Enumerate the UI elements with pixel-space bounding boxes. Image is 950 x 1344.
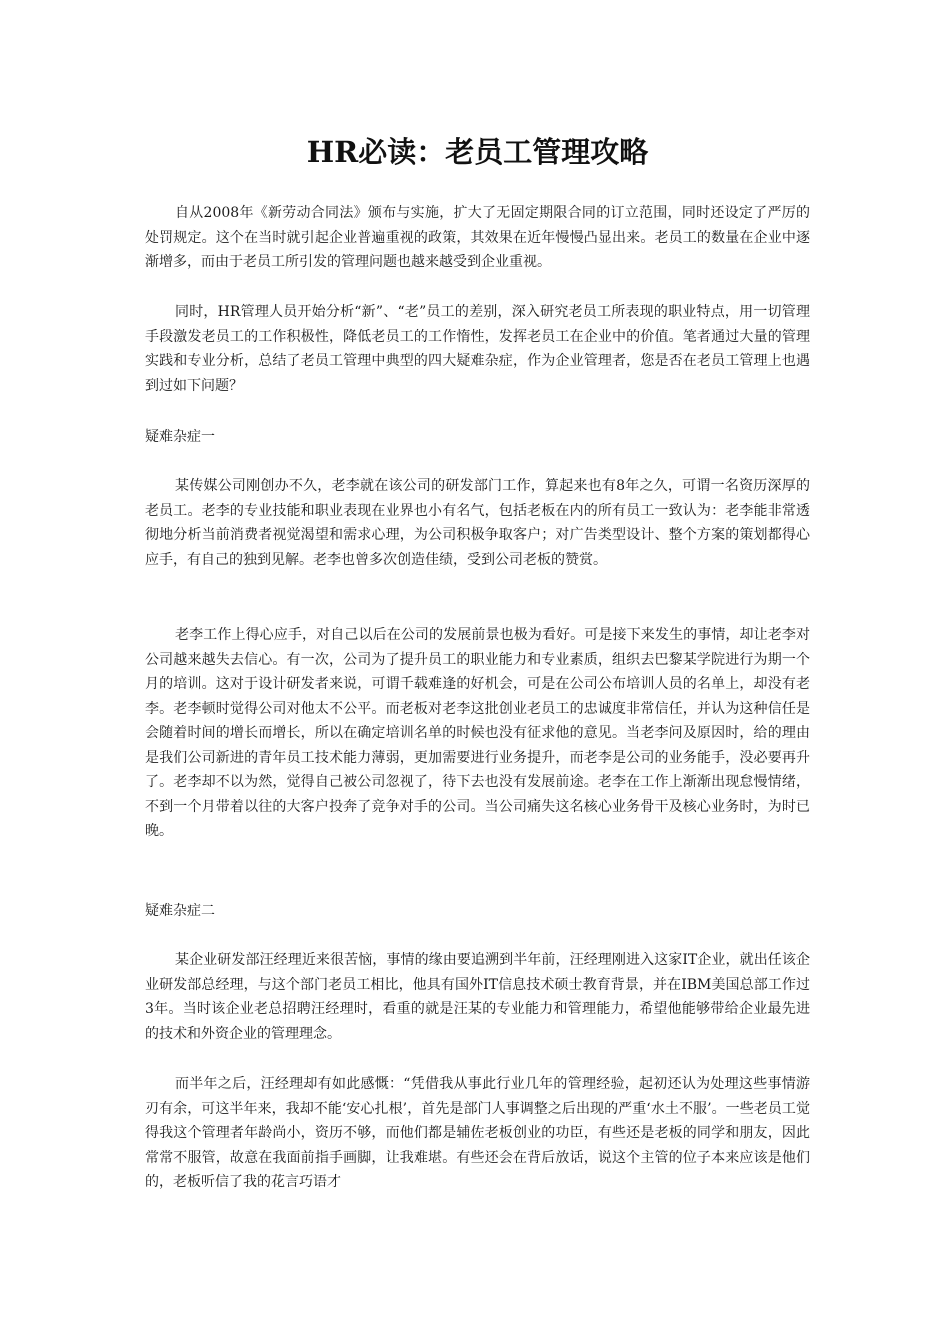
paragraph-case2-story: 而半年之后，汪经理却有如此感慨：“凭借我从事此行业几年的管理经验，起初还认为处理这些事情游刃有余，可这半年来，我却不能‘安心扎根’，首先是部门人事调整之后出现的严重‘水土不服’。一些老员工觉得我这个管理者年龄尚小，资历不够，而他们都是辅佐老板创业的功臣，有些还是老板的同学和朋友，因此常常不服管，故意在我面前指手画脚，让我难堪。有些还会在背后放话，说这个主管的位子本来应该是他们的，老板听信了我的花言巧语才 (145, 1076, 810, 1190)
paragraph-case1-background: 某传媒公司刚创办不久，老李就在该公司的研发部门工作，算起来也有8年之久，可谓一名资历深厚的老员工。老李的专业技能和职业表现在业界也小有名气，包括老板在内的所有员工一致认为：老李能非常透彻地分析当前消费者视觉渴望和需求心理，为公司积极争取客户；对广告类型设计、整个方案的策划都得心应手，有自己的独到见解。老李也曾多次创造佳绩，受到公司老板的赞赏。 (145, 478, 810, 568)
section-heading-2: 疑难杂症二 (145, 903, 215, 919)
paragraph-case2-background: 某企业研发部汪经理近来很苦恼，事情的缘由要追溯到半年前，汪经理刚进入这家IT企业，就出任该企业研发部总经理，与这个部门老员工相比，他具有国外IT信息技术硕士教育背景，并在IBM美国总部工作过3年。当时该企业老总招聘汪经理时，看重的就是汪某的专业能力和管理能力，希望他能够带给企业最先进的技术和外资企业的管理理念。 (145, 952, 810, 1042)
paragraph-case1-story: 老李工作上得心应手，对自己以后在公司的发展前景也极为看好。可是接下来发生的事情，却让老李对公司越来越失去信心。有一次，公司为了提升员工的职业能力和专业素质，组织去巴黎某学院进行为期一个月的培训。这对于设计研发者来说，可谓千载难逢的好机会，可是在公司公布培训人员的名单上，却没有老李。老李顿时觉得公司对他太不公平。而老板对老李这批创业老员工的忠诚度非常信任，并认为这种信任是会随着时间的增长而增长，所以在确定培训名单的时候也没有征求他的意见。当老李问及原因时，给的理由是我们公司新进的青年员工技术能力薄弱，更加需要进行业务提升，而老李是公司的业务能手，没必要再升了。老李却不以为然，觉得自己被公司忽视了，待下去也没有发展前途。老李在工作上渐渐出现怠慢情绪，不到一个月带着以往的大客户投奔了竞争对手的公司。当公司痛失这名核心业务骨干及核心业务时，为时已晚。 (145, 627, 810, 839)
paragraph-intro: 自从2008年《新劳动合同法》颁布与实施，扩大了无固定期限合同的订立范围，同时还设定了严厉的处罚规定。这个在当时就引起企业普遍重视的政策，其效果在近年慢慢凸显出来。老员工的数量在企业中逐渐增多，而由于老员工所引发的管理问题也越来越受到企业重视。 (145, 205, 810, 270)
document-title: HR必读：老员工管理攻略 (306, 135, 649, 169)
paragraph-overview: 同时，HR管理人员开始分析“新”、“老”员工的差别，深入研究老员工所表现的职业特点，用一切管理手段激发老员工的工作积极性，降低老员工的工作惰性，发挥老员工在企业中的价值。笔者通过大量的管理实践和专业分析，总结了老员工管理中典型的四大疑难杂症，作为企业管理者，您是否在老员工管理上也遇到过如下问题？ (145, 304, 810, 394)
section-heading-1: 疑难杂症一 (145, 429, 215, 445)
